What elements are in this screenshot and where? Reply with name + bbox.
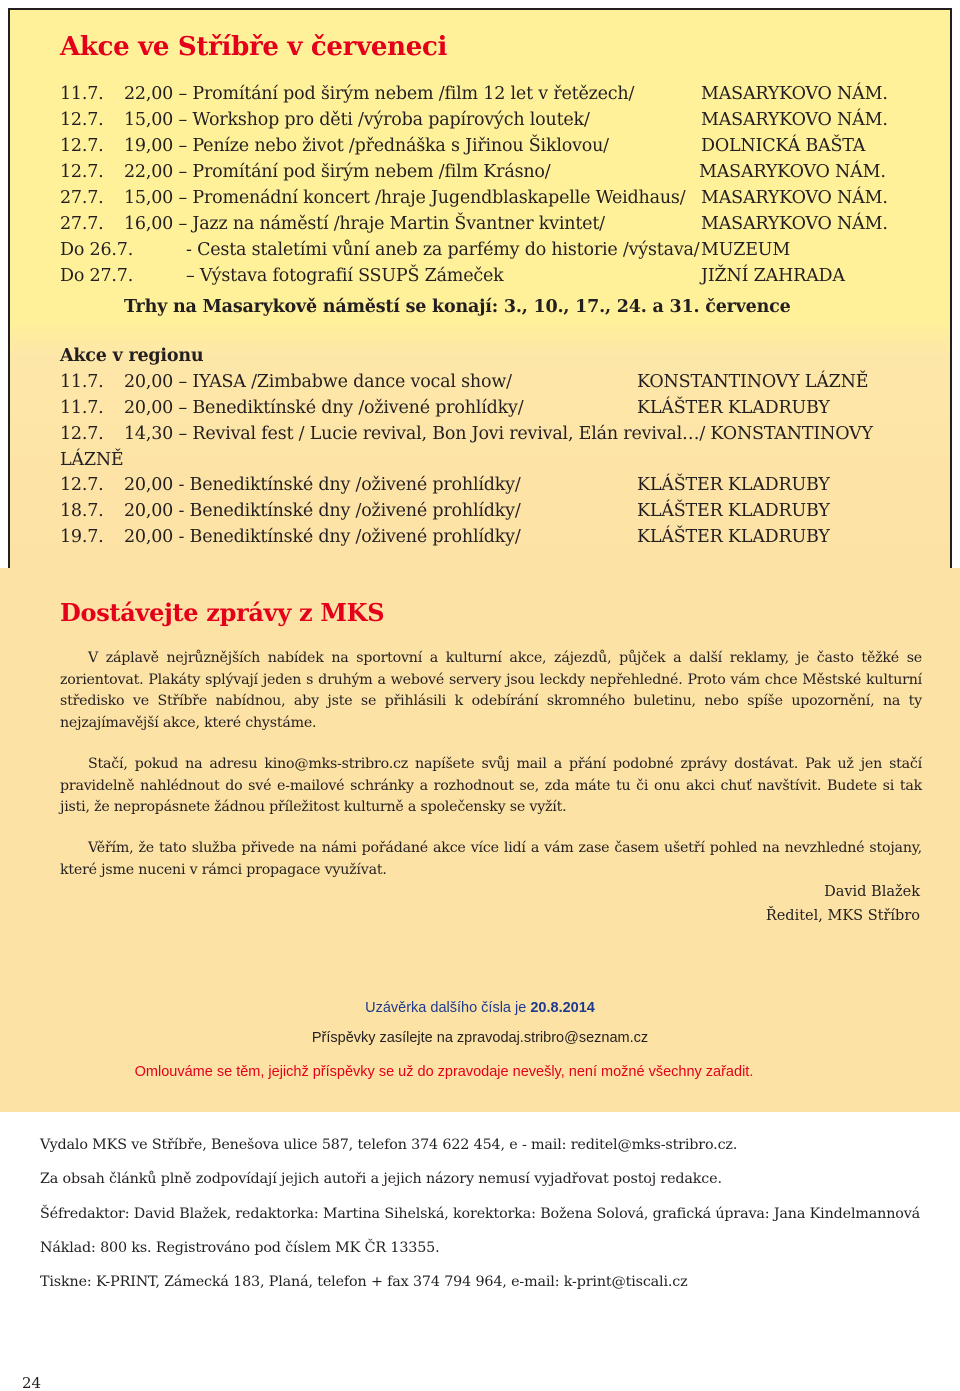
footer-registration: Náklad: 800 ks. Registrováno pod číslem MK ČR 13355. [40, 1240, 440, 1256]
event-text: 15,00 – Promenádní koncert /hraje Jugendblaskapelle Weidhaus/ [124, 188, 686, 208]
event-date: 12.7. [60, 110, 104, 130]
event-place: JIŽNÍ ZAHRADA [701, 266, 845, 286]
events-box [8, 8, 952, 570]
event-date: 12.7. [60, 136, 104, 156]
page-number: 24 [22, 1374, 42, 1391]
event-text: 15,00 – Workshop pro děti /výroba papírových loutek/ [124, 110, 590, 130]
region-date: 11.7. [60, 398, 104, 418]
newsletter-title: Dostávejte zprávy z MKS [60, 598, 385, 627]
newsletter-paragraph-3: Věřím, že tato služba přivede na námi pořádané akce více lidí a vám zase časem ušetří pohled na nevzhledné stojany, které jsme nuceni v rámci propagace využívat. [60, 840, 922, 878]
region-text: 20,00 – Benediktínské dny /oživené prohlídky/ [124, 398, 524, 418]
region-title: Akce v regionu [60, 346, 204, 366]
region-text: 20,00 – IYASA /Zimbabwe dance vocal show/ [124, 372, 512, 392]
event-text: 16,00 – Jazz na náměstí /hraje Martin Švantner kvintet/ [124, 214, 605, 234]
region-text: 20,00 - Benediktínské dny /oživené prohlídky/ [124, 501, 521, 521]
event-place: MASARYKOVO NÁM. [699, 162, 886, 182]
footer-editors: Šéfredaktor: David Blažek, redaktorka: Martina Sihelská, korektorka: Božena Solová, grafická úprava: Jana Kindelmannová [40, 1206, 921, 1222]
events-title: Akce ve Stříbře v červeneci [60, 32, 448, 62]
signature-role: Ředitel, MKS Stříbro [765, 908, 920, 924]
region-text: 20,00 - Benediktínské dny /oživené prohlídky/ [124, 527, 521, 547]
footer-disclaimer: Za obsah článků plně zodpovídají jejich autoři a jejich názory nemusí vyjadřovat postoj redakce. [40, 1171, 722, 1187]
region-date: 19.7. [60, 527, 104, 547]
deadline-notice [0, 1000, 960, 1016]
region-place: KLÁŠTER KLADRUBY [637, 501, 830, 521]
region-text: 14,30 – Revival fest / Lucie revival, Bon Jovi revival, Elán revival…/ KONSTANTINOVY [124, 424, 873, 444]
region-date: 11.7. [60, 372, 104, 392]
deadline-label: Uzávěrka dalšího čísla je [365, 1000, 531, 1016]
region-text: 20,00 - Benediktínské dny /oživené prohlídky/ [124, 475, 521, 495]
event-date: 11.7. [60, 84, 104, 104]
market-note: Trhy na Masarykově náměstí se konají: 3., 10., 17., 24. a 31. července [124, 297, 791, 317]
footer-publisher: Vydalo MKS ve Stříbře, Benešova ulice 587, telefon 374 622 454, e - mail: reditel@mks-stribro.cz. [40, 1137, 738, 1153]
deadline-date: 20.8.2014 [530, 1000, 595, 1016]
event-place: MASARYKOVO NÁM. [701, 84, 888, 104]
newsletter-paragraph-2: Stačí, pokud na adresu kino@mks-stribro.cz napíšete svůj mail a přání podobné zprávy dostávat. Pak už jen stačí pravidelně nahlédnout do své e-mailové schránky a rozhodnout se, zda máte tu či onu akci chuť navštívit. Budete si tak jisti, že nepropásnete žádnou příležitost kulturně a společensky se vyžít. [60, 756, 922, 815]
newsletter-paragraph-1: V záplavě nejrůznějších nabídek na sportovní a kulturní akce, zájezdů, půjček a další reklamy, je často těžké se zorientovat. Plakáty splývají jeden s druhým a webové servery jsou leckdy nepřehledné. Proto vám chce Městské kulturní středisko ve Stříbře nabídnou, aby jste se přihlásili k odebírání skromného buletinu, nebo spíše upozornění, na ty nejzajímavější akce, které chystáme. [60, 650, 922, 731]
newsletter-box [0, 568, 960, 1112]
region-place: KLÁŠTER KLADRUBY [637, 527, 830, 547]
event-text: – Výstava fotografií SSUPŠ Zámeček [186, 266, 504, 286]
event-text: 22,00 – Promítání pod širým nebem /film Krásno/ [124, 162, 551, 182]
region-place: KLÁŠTER KLADRUBY [637, 398, 830, 418]
footer-printer: Tiskne: K-PRINT, Zámecká 183, Planá, telefon + fax 374 794 964, e-mail: k-print@tiscali.cz [40, 1274, 688, 1290]
event-date: 27.7. [60, 214, 104, 234]
event-date: Do 27.7. [60, 266, 134, 286]
event-text: 19,00 – Peníze nebo život /přednáška s Jiřinou Šiklovou/ [124, 136, 609, 156]
event-date: 27.7. [60, 188, 104, 208]
signature-name: David Blažek [824, 884, 920, 900]
apology-notice: Omlouváme se těm, jejichž příspěvky se už do zpravodaje nevešly, není možné všechny zařadit. [134, 1064, 754, 1080]
event-text: - Cesta staletími vůní aneb za parfémy do historie /výstava/ [186, 240, 700, 260]
event-place: MASARYKOVO NÁM. [701, 188, 888, 208]
event-text: 22,00 – Promítání pod širým nebem /film 12 let v řetězech/ [124, 84, 635, 104]
contributions-notice: Příspěvky zasílejte na zpravodaj.stribro@seznam.cz [311, 1030, 649, 1046]
event-place: MASARYKOVO NÁM. [701, 110, 888, 130]
region-date: 12.7. [60, 475, 104, 495]
region-date: 12.7. [60, 424, 104, 444]
region-place: KLÁŠTER KLADRUBY [637, 475, 830, 495]
region-place: KONSTANTINOVY LÁZNĚ [637, 372, 869, 392]
event-place: MUZEUM [701, 240, 791, 260]
event-place: DOLNICKÁ BAŠTA [701, 136, 866, 156]
region-date: 18.7. [60, 501, 104, 521]
event-place: MASARYKOVO NÁM. [701, 214, 888, 234]
region-continuation: LÁZNĚ [60, 450, 124, 470]
event-date: 12.7. [60, 162, 104, 182]
event-date: Do 26.7. [60, 240, 134, 260]
